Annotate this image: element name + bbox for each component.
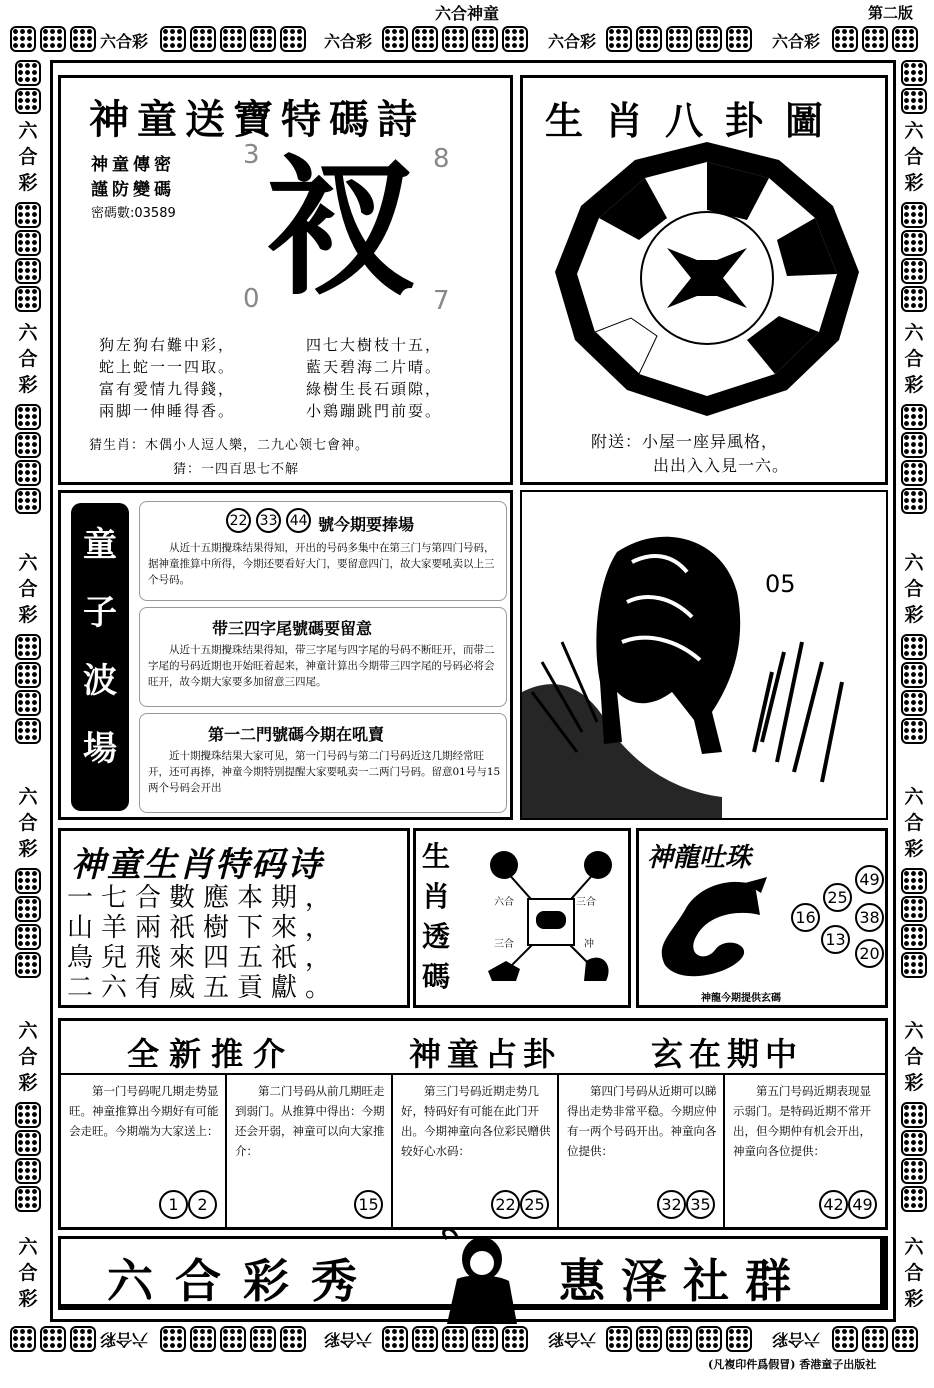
dot-tile-icon — [160, 26, 186, 52]
dot-tile-icon — [901, 202, 927, 228]
banner — [58, 1236, 888, 1310]
side-char: 六 — [18, 786, 38, 808]
dot-tile-icon — [15, 404, 41, 430]
poem-line: 藍天碧海二片晴。 — [306, 358, 443, 376]
secret-line: 謹防變碼 — [91, 180, 175, 200]
side-char: 合 — [904, 812, 924, 834]
wave-text: 从近十五期攪珠结果得知，带三字尾与四字尾的号码不断旺开，而带二字尾的号码近期也开始旺着起来，神童计算出今期带三四字尾的号码必将会旺开，故今期大家要多加留意三四尾。 — [148, 644, 495, 688]
side-char: 合 — [18, 146, 38, 168]
title-char: 場 — [83, 729, 117, 769]
door-panel — [393, 1075, 559, 1227]
side-char: 彩 — [18, 604, 38, 626]
side-char: 合 — [18, 812, 38, 834]
side-char: 彩 — [904, 1288, 924, 1310]
corner-digit: 0 — [243, 284, 260, 314]
dot-tile-icon — [190, 26, 216, 52]
strip-label: 六合彩 — [772, 32, 821, 51]
side-char: 六 — [18, 1020, 38, 1042]
dot-tile-icon — [15, 1186, 41, 1212]
dragon-title: 神龍吐珠 — [647, 843, 752, 873]
bagua-box — [520, 75, 888, 485]
poem-line: 綠樹生長石頭隙， — [306, 380, 443, 398]
dot-tile-icon — [160, 1326, 186, 1352]
number-ball: 2 — [188, 1190, 217, 1219]
door-panel — [227, 1075, 393, 1227]
dot-tile-icon — [606, 1326, 632, 1352]
dot-tile-icon — [862, 1326, 888, 1352]
wave-heading: 带三四字尾號碼要留意 — [212, 619, 373, 638]
dot-tile-icon — [15, 634, 41, 660]
side-char: 彩 — [18, 1072, 38, 1094]
dot-tile-icon — [901, 1102, 927, 1128]
title-char: 波 — [83, 661, 117, 701]
bonus-line: 出出入入見一六。 — [653, 456, 790, 475]
dot-tile-icon — [15, 924, 41, 950]
dot-tile-icon — [636, 26, 662, 52]
tiger-ink-drawing — [522, 492, 886, 818]
side-char: 彩 — [18, 838, 38, 860]
relation-label: 三合 — [494, 939, 514, 950]
dot-tile-icon — [382, 26, 408, 52]
door-text: 第二门号码从前几期旺走到弱门。从推算中得出：今期还会开弱，神童可以向大家推介： — [235, 1084, 385, 1158]
side-char: 六 — [904, 1236, 924, 1258]
side-char: 彩 — [904, 172, 924, 194]
dot-tile-icon — [15, 896, 41, 922]
wave-text: 近十期攪珠结果大家可见，第一门号码与第二门号码近这几期经常旺开，还可再捧，神童今期特别提醒大家要吼卖一二两门号码。留意01号与15两个号码会开出 — [148, 750, 501, 794]
poem-line: 狗左狗右難中彩， — [99, 336, 236, 354]
dot-tile-icon — [250, 26, 276, 52]
zodiac-poem-line: 山羊兩祇樹下來， — [67, 913, 340, 943]
dot-tile-icon — [901, 286, 927, 312]
dot-tile-icon — [666, 26, 692, 52]
animal-icon — [490, 851, 518, 879]
dot-tile-icon — [901, 662, 927, 688]
dot-tile-icon — [636, 1326, 662, 1352]
dot-tile-icon — [901, 88, 927, 114]
top-strip — [10, 24, 925, 54]
recommend-box — [58, 1018, 888, 1230]
left-side-strip — [13, 54, 45, 1324]
side-char: 彩 — [904, 604, 924, 626]
dot-tile-icon — [220, 26, 246, 52]
poem-line: 四七大樹枝十五， — [306, 336, 443, 354]
dot-tile-icon — [15, 286, 41, 312]
pearl-ball: 25 — [823, 883, 852, 912]
side-char: 六 — [904, 1020, 924, 1042]
dot-tile-icon — [472, 26, 498, 52]
dot-tile-icon — [15, 662, 41, 688]
dot-tile-icon — [832, 1326, 858, 1352]
dot-tile-icon — [901, 896, 927, 922]
side-char: 彩 — [18, 1288, 38, 1310]
wave-heading: 號今期要捧場 — [318, 515, 415, 534]
dragon-icon — [645, 875, 785, 985]
pearl-ball: 38 — [855, 903, 884, 932]
zodiac-poem-line: 二六有威五貢獻。 — [67, 973, 340, 1003]
banner-left: 六合彩秀 — [107, 1254, 379, 1308]
picture-number: 05 — [765, 570, 796, 598]
title-char: 碼 — [422, 960, 451, 993]
dot-tile-icon — [15, 460, 41, 486]
dot-tile-icon — [862, 26, 888, 52]
banner-right: 惠泽社群 — [559, 1254, 807, 1308]
mascot-icon — [427, 1219, 537, 1329]
poem-box — [58, 75, 513, 485]
dot-tile-icon — [15, 88, 41, 114]
page-number: 第二版 — [868, 4, 914, 22]
dot-tile-icon — [442, 1326, 468, 1352]
dot-tile-icon — [15, 202, 41, 228]
poem-line: 小鶏蹦跳門前耍。 — [306, 402, 443, 420]
door-panel — [559, 1075, 725, 1227]
wave-heading: 第一二門號碼今期在吼賣 — [208, 725, 385, 744]
tiger-picture — [520, 490, 888, 820]
number-ball: 49 — [848, 1190, 877, 1219]
dot-tile-icon — [15, 1130, 41, 1156]
side-char: 六 — [18, 322, 38, 344]
dot-tile-icon — [15, 60, 41, 86]
side-char: 六 — [904, 322, 924, 344]
dot-tile-icon — [901, 230, 927, 256]
relation-label: 六合 — [494, 897, 514, 908]
animal-icon — [584, 851, 612, 879]
number-ball: 15 — [354, 1190, 383, 1219]
dot-tile-icon — [666, 1326, 692, 1352]
side-char: 合 — [904, 348, 924, 370]
side-char: 六 — [18, 120, 38, 142]
dot-tile-icon — [726, 1326, 752, 1352]
dot-tile-icon — [892, 26, 918, 52]
number-ball: 22 — [226, 508, 251, 533]
guess-line: 猜生肖：木偶小人逗人樂，二九心领七會神。 — [89, 438, 370, 453]
strip-label: 六合彩 — [100, 1330, 149, 1349]
poem-line: 富有愛情九得錢， — [99, 380, 236, 398]
dot-tile-icon — [15, 1158, 41, 1184]
strip-label: 六合彩 — [324, 1330, 373, 1349]
dot-tile-icon — [15, 952, 41, 978]
relation-label: 三合 — [576, 897, 596, 908]
number-ball: 44 — [286, 508, 311, 533]
header-title: 六合神童 — [435, 4, 500, 23]
strip-label: 六合彩 — [100, 32, 149, 51]
dot-tile-icon — [901, 488, 927, 514]
poem-line: 蛇上蛇一一四取。 — [99, 358, 236, 376]
corner-digit: 8 — [433, 144, 450, 174]
dot-tile-icon — [442, 26, 468, 52]
dot-tile-icon — [412, 26, 438, 52]
recommend-heading: 全新推介 — [127, 1035, 296, 1073]
strip-label: 六合彩 — [548, 1330, 597, 1349]
side-char: 彩 — [904, 374, 924, 396]
dot-tile-icon — [901, 460, 927, 486]
side-char: 合 — [904, 578, 924, 600]
relation-label: 冲 — [584, 939, 594, 950]
side-char: 六 — [904, 120, 924, 142]
dot-tile-icon — [901, 1186, 927, 1212]
corner-digit: 7 — [433, 286, 450, 316]
dot-tile-icon — [250, 1326, 276, 1352]
side-char: 六 — [18, 552, 38, 574]
dot-tile-icon — [901, 924, 927, 950]
dot-tile-icon — [280, 26, 306, 52]
pearl-ball: 13 — [821, 925, 850, 954]
wave-box — [58, 490, 513, 820]
dot-tile-icon — [15, 258, 41, 284]
number-ball: 35 — [686, 1190, 715, 1219]
bonus-line: 附送：小屋一座异風格， — [591, 432, 779, 451]
strip-label: 六合彩 — [548, 32, 597, 51]
dot-tile-icon — [901, 952, 927, 978]
dot-tile-icon — [696, 1326, 722, 1352]
rooster-icon — [584, 958, 609, 981]
wave-box-2 — [139, 607, 507, 707]
title-char: 子 — [83, 593, 117, 633]
title-char: 童 — [83, 525, 117, 565]
recommend-heading: 玄在期中 — [651, 1035, 804, 1073]
dot-tile-icon — [606, 26, 632, 52]
dot-tile-icon — [901, 1130, 927, 1156]
number-ball: 22 — [491, 1190, 520, 1219]
dot-tile-icon — [901, 868, 927, 894]
dot-tile-icon — [901, 404, 927, 430]
dot-tile-icon — [15, 868, 41, 894]
number-ball: 32 — [657, 1190, 686, 1219]
dot-tile-icon — [15, 718, 41, 744]
side-char: 六 — [904, 786, 924, 808]
number-ball: 42 — [819, 1190, 848, 1219]
dot-tile-icon — [901, 634, 927, 660]
corner-digit: 3 — [243, 140, 260, 170]
dot-tile-icon — [10, 26, 36, 52]
dot-tile-icon — [726, 26, 752, 52]
dot-tile-icon — [40, 1326, 66, 1352]
recommend-heading: 神童占卦 — [409, 1035, 562, 1073]
zodiac-poem-line: 鳥兒飛來四五祇， — [67, 943, 340, 973]
side-char: 彩 — [904, 1072, 924, 1094]
door-text: 第五门号码近期表现显示弱门。是特码近期不常开出，但今期仲有机会开出，神童向各位提供： — [733, 1084, 871, 1158]
zodiac-poem-title: 神童生肖特码诗 — [71, 845, 323, 885]
door-text: 第四门号码从近期可以睇得出走势非常平稳。今期应仲有一两个号码开出。神童向各位提供： — [567, 1084, 717, 1158]
dot-tile-icon — [15, 230, 41, 256]
dot-tile-icon — [502, 26, 528, 52]
side-char: 合 — [904, 1046, 924, 1068]
bagua-title: 生肖八卦圖 — [545, 98, 846, 143]
dragon-box — [636, 828, 888, 1008]
dot-tile-icon — [901, 432, 927, 458]
zodiac-transparent-box — [413, 828, 631, 1008]
dragon-caption: 神龍今期提供玄碼 — [701, 993, 781, 1004]
dot-tile-icon — [280, 1326, 306, 1352]
dot-tile-icon — [472, 1326, 498, 1352]
dot-tile-icon — [901, 718, 927, 744]
footer-note: (凡複印件爲假冒) 香港童子出版社 — [708, 1358, 877, 1371]
strip-label: 六合彩 — [772, 1330, 821, 1349]
side-char: 合 — [904, 1262, 924, 1284]
door-panel — [61, 1075, 227, 1227]
side-char: 彩 — [18, 172, 38, 194]
zodiac-poem-box — [58, 828, 410, 1008]
right-side-strip — [899, 54, 931, 1324]
dot-tile-icon — [901, 60, 927, 86]
dot-tile-icon — [15, 690, 41, 716]
title-char: 透 — [422, 920, 451, 953]
dot-tile-icon — [832, 26, 858, 52]
dot-tile-icon — [502, 1326, 528, 1352]
zodiac-poem-line: 一七合數應本期， — [67, 883, 340, 913]
number-ball: 33 — [256, 508, 281, 533]
wave-box-3 — [139, 713, 507, 813]
door-panel — [725, 1075, 885, 1227]
door-text: 第一门号码呢几期走势显旺。神童推算出今期好有可能会走旺。今期端为大家送上： — [69, 1084, 219, 1138]
dot-tile-icon — [696, 26, 722, 52]
number-ball: 25 — [520, 1190, 549, 1219]
side-char: 合 — [18, 1046, 38, 1068]
strip-label: 六合彩 — [324, 32, 373, 51]
poem-line: 兩脚一伸睡得香。 — [99, 402, 236, 420]
title-char: 肖 — [422, 880, 451, 913]
dot-tile-icon — [190, 1326, 216, 1352]
side-char: 合 — [18, 578, 38, 600]
dot-tile-icon — [901, 690, 927, 716]
zodiac-relation-diagram — [476, 841, 626, 1001]
side-char: 彩 — [18, 374, 38, 396]
title-char: 生 — [422, 840, 451, 873]
dot-tile-icon — [382, 1326, 408, 1352]
rat-icon — [536, 911, 566, 929]
wave-vertical-title — [71, 503, 129, 811]
dot-tile-icon — [901, 258, 927, 284]
side-char: 六 — [904, 552, 924, 574]
dot-tile-icon — [15, 1102, 41, 1128]
pearl-ball: 16 — [791, 903, 820, 932]
goat-icon — [488, 961, 520, 981]
dot-tile-icon — [15, 432, 41, 458]
side-char: 合 — [904, 146, 924, 168]
dot-tile-icon — [70, 1326, 96, 1352]
dot-tile-icon — [15, 488, 41, 514]
pearl-ball: 49 — [855, 865, 884, 894]
side-char: 合 — [18, 1262, 38, 1284]
dot-tile-icon — [10, 1326, 36, 1352]
door-text: 第三门号码近期走势几好，特码好有可能在此门开出。今期神童向各位彩民赠供较好心水码： — [401, 1084, 551, 1158]
big-riddle-char: 衩 — [266, 140, 417, 316]
secret-line: 神童傳密 — [91, 155, 175, 175]
dot-tile-icon — [40, 26, 66, 52]
side-char: 合 — [18, 348, 38, 370]
dot-tile-icon — [892, 1326, 918, 1352]
dot-tile-icon — [220, 1326, 246, 1352]
side-char: 彩 — [904, 838, 924, 860]
side-char: 六 — [18, 1236, 38, 1258]
poem-box-title: 神童送寶特碼詩 — [89, 96, 425, 143]
dot-tile-icon — [412, 1326, 438, 1352]
code-label: 密碼數:03589 — [91, 206, 176, 221]
number-ball: 1 — [159, 1190, 188, 1219]
bagua-wheel — [547, 140, 867, 420]
dot-tile-icon — [901, 1158, 927, 1184]
wave-text: 从近十五期攪珠结果得知，开出的号码多集中在第三门与第四门号码，据神童推算中所得，今期还要看好大门，要留意四门，故大家要吼卖以上三个号码。 — [148, 542, 495, 586]
dot-tile-icon — [70, 26, 96, 52]
guess-line-2: 猜：一四百思七不解 — [173, 462, 300, 477]
pearl-ball: 20 — [855, 939, 884, 968]
wave-box-1 — [139, 501, 507, 601]
